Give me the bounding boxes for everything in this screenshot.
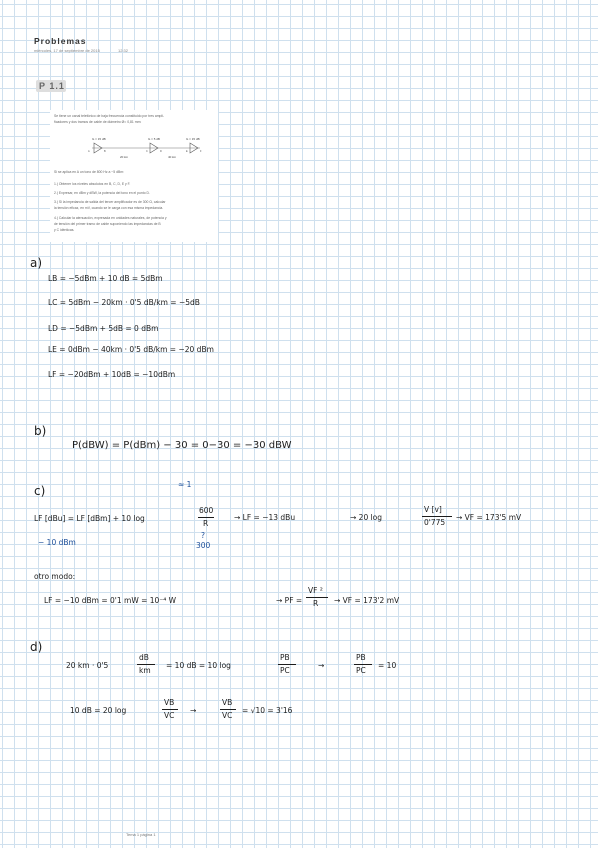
part-c-note-300: 300 xyxy=(196,541,211,550)
part-c-note-q: ? xyxy=(201,531,205,540)
point-f: F xyxy=(200,150,202,153)
question-intro: Si se aplica en A un tono de 800 Hz a −5 dBm: xyxy=(54,170,125,174)
part-c-frac-bar xyxy=(198,517,214,518)
part-d-line-1-num: dB xyxy=(139,653,149,662)
part-b-line: P(dBW) = P(dBm) − 30 = 0−30 = −30 dBW xyxy=(72,440,292,451)
part-d-line-2-den: VC xyxy=(164,711,175,720)
part-c-main-left: LF [dBu] = LF [dBm] + 10 log xyxy=(34,514,145,523)
part-d-line-1-g-den: PC xyxy=(356,666,366,675)
part-c-alt-num: VF ² xyxy=(308,586,323,595)
span1-length: 20 km xyxy=(120,155,129,159)
statement-line: ficadores y dos tramos de cable de diámetro Ø= 0,81 mm: xyxy=(54,120,142,124)
part-d-line-2-bar xyxy=(162,709,178,710)
question-line: 2.) Expresar, en dBm y dBW, la potencia del tono en el punto D. xyxy=(54,191,150,195)
part-c-alt-title: otro modo: xyxy=(34,572,76,581)
problem-statement-image xyxy=(50,110,218,242)
part-a-line-4: LE = 0dBm − 40km · 0'5 dB/km = −20 dBm xyxy=(48,345,214,354)
question-line: de tensión del primer tramo de cable suponiendo las impedancias de B xyxy=(54,222,161,226)
part-a-line-5: LF = −20dBm + 10dB = −10dBm xyxy=(48,370,176,379)
part-d-line-1-post: = 10 xyxy=(378,661,397,670)
part-c-frac-num: 600 xyxy=(199,506,214,515)
part-a-line-1: LB = −5dBm + 10 dB = 5dBm xyxy=(48,274,163,283)
part-d-line-1-arrow: → xyxy=(318,661,325,670)
part-c-step-3-bar xyxy=(422,516,452,517)
part-a-line-3: LD = −5dBm + 5dB = 0 dBm xyxy=(48,324,159,333)
part-d-line-2-pre: 10 dB = 20 log xyxy=(70,706,127,715)
span2-length: 40 km xyxy=(168,155,177,159)
part-d-line-2-num: VB xyxy=(164,698,175,707)
amp1-gain: G = 15 dB xyxy=(92,137,106,141)
part-c-alt-mid: → PF = xyxy=(276,596,303,605)
part-d-line-1-f-den: PC xyxy=(280,666,290,675)
question-line: y C idénticas. xyxy=(54,228,75,232)
point-b: B xyxy=(104,150,106,153)
problem-tag: P 1.1 xyxy=(36,80,66,92)
part-d-line-2-g-bar xyxy=(220,709,236,710)
part-d-line-1-g-num: PB xyxy=(356,653,366,662)
question-line: 3.) Si la impedancia de salida del tercer amplificador es de 300 Ω, calcular xyxy=(54,200,166,204)
part-c-step-2: → LF = −13 dBu xyxy=(234,513,296,522)
part-d-line-2-g-den: VC xyxy=(222,711,233,720)
part-c-approx-note: ≈ 1 xyxy=(178,480,192,489)
part-c-step-3-pre: → 20 log xyxy=(350,513,383,522)
part-d-label: d) xyxy=(30,640,43,654)
part-d-line-2-arrow: → xyxy=(190,706,197,715)
question-line: la tensión eficaz, en mV, cuando se le carga con esa misma impedancia. xyxy=(54,206,164,210)
part-c-alt-line: LF = −10 dBm = 0'1 mW = 10⁻⁴ W xyxy=(44,596,177,605)
page-footer: Tema 1 página 1 xyxy=(126,832,156,837)
point-a: A xyxy=(88,150,90,153)
amp3-gain: G = 15 dB xyxy=(186,137,200,141)
page-time: 12:32 xyxy=(118,48,129,53)
part-d-line-1-g-bar xyxy=(354,664,372,665)
part-c-step-3-num: V [v] xyxy=(424,505,442,514)
point-e: E xyxy=(186,150,188,153)
part-a-label: a) xyxy=(30,256,43,270)
part-c-label: c) xyxy=(34,484,46,498)
part-c-step-3-den: 0'775 xyxy=(424,518,446,527)
statement-line: Se tiene un canal telefónico de baja frecuencia constituido por tres ampli- xyxy=(54,114,165,118)
part-c-frac-den: R xyxy=(203,519,209,528)
point-c: C xyxy=(146,150,148,153)
part-c-step-3-post: → VF = 173'5 mV xyxy=(456,513,522,522)
question-line: 4.) Calcular la atenuación, expresada en unidades naturales, de potencia y xyxy=(54,216,167,220)
amplifier-chain-diagram xyxy=(50,134,218,164)
part-d-line-1-f-bar xyxy=(278,664,296,665)
part-d-line-2-g-num: VB xyxy=(222,698,233,707)
part-d-line-1-f-num: PB xyxy=(280,653,290,662)
part-d-line-1-den: km xyxy=(139,666,151,675)
part-c-alt-post: → VF = 173'2 mV xyxy=(334,596,400,605)
part-d-line-1-mid: = 10 dB = 10 log xyxy=(166,661,231,670)
part-a-line-2: LC = 5dBm − 20km · 0'5 dB/km = −5dB xyxy=(48,298,200,307)
amp2-gain: G = 5 dB xyxy=(148,137,160,141)
part-c-note-left: − 10 dBm xyxy=(38,538,76,547)
part-c-alt-den: R xyxy=(313,599,319,608)
part-d-line-1-bar xyxy=(137,664,155,665)
page-date: miércoles, 17 de septiembre de 2015 xyxy=(34,48,100,53)
page-title: Problemas xyxy=(34,36,87,46)
part-b-label: b) xyxy=(34,424,47,438)
point-d: D xyxy=(160,150,162,153)
part-c-alt-bar xyxy=(306,597,328,598)
question-line: 1.) Obtener los niveles absolutos en B, C, D, E y F. xyxy=(54,182,131,186)
part-d-line-1-pre: 20 km · 0'5 xyxy=(66,661,109,670)
part-d-line-2-post: = √10 = 3'16 xyxy=(242,706,293,715)
